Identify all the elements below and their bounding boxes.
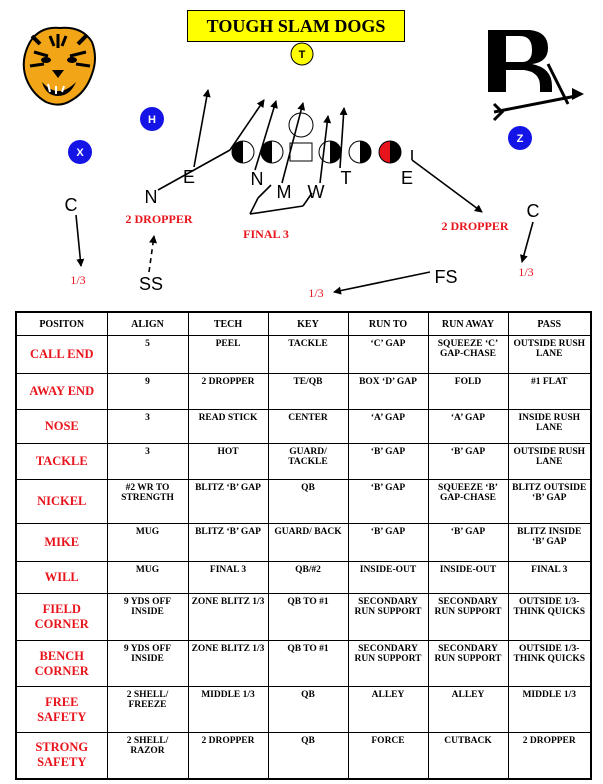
- row-pass: BLITZ OUTSIDE ‘B’ GAP: [508, 480, 591, 524]
- row-run-to: BOX ‘D’ GAP: [348, 374, 428, 410]
- row-position: FREE SAFETY: [16, 687, 107, 733]
- svg-text:H: H: [148, 114, 156, 126]
- table-row: [16, 562, 591, 594]
- defender-c-right: C: [526, 201, 540, 221]
- table-row: [16, 480, 591, 524]
- row-align: #2 WR TO STRENGTH: [107, 480, 188, 524]
- table-row: [16, 410, 591, 444]
- row-pass: OUTSIDE 1/3- THINK QUICKS: [508, 594, 591, 641]
- defender-n-mid: N: [250, 169, 264, 189]
- row-run-to: ALLEY: [348, 687, 428, 733]
- row-tech: READ STICK: [188, 410, 268, 444]
- defender-n-left: N: [144, 187, 158, 207]
- row-align: 2 SHELL/ RAZOR: [107, 733, 188, 779]
- row-key: GUARD/ TACKLE: [268, 444, 348, 480]
- row-pass: 2 DROPPER: [508, 733, 591, 779]
- header-align: ALIGN: [107, 312, 188, 336]
- row-key: QB: [268, 733, 348, 779]
- row-align: 3: [107, 444, 188, 480]
- row-run-away: SQUEEZE ‘B’ GAP-CHASE: [428, 480, 508, 524]
- row-tech: ZONE BLITZ 1/3: [188, 594, 268, 641]
- row-align: 3: [107, 410, 188, 444]
- row-run-to: INSIDE-OUT: [348, 562, 428, 594]
- row-run-to: ‘B’ GAP: [348, 524, 428, 562]
- defender-m: M: [276, 182, 292, 202]
- row-run-away: SQUEEZE ‘C’ GAP-CHASE: [428, 336, 508, 374]
- defender-ss: SS: [138, 274, 164, 294]
- row-key: QB: [268, 480, 348, 524]
- note-third-mid: 1/3: [308, 286, 324, 300]
- table-row: [16, 641, 591, 687]
- note-third-right: 1/3: [518, 265, 534, 279]
- row-position: AWAY END: [16, 374, 107, 410]
- row-tech: BLITZ ‘B’ GAP: [188, 480, 268, 524]
- defender-t: T: [340, 168, 352, 188]
- row-run-to: ‘A’ GAP: [348, 410, 428, 444]
- row-run-to: ‘B’ GAP: [348, 480, 428, 524]
- row-position: TACKLE: [16, 444, 107, 480]
- row-key: TACKLE: [268, 336, 348, 374]
- row-pass: INSIDE RUSH LANE: [508, 410, 591, 444]
- row-tech: 2 DROPPER: [188, 733, 268, 779]
- table-row: [16, 733, 591, 779]
- row-tech: BLITZ ‘B’ GAP: [188, 524, 268, 562]
- table-header-row: [16, 312, 591, 336]
- header-key: KEY: [268, 312, 348, 336]
- row-align: 5: [107, 336, 188, 374]
- z-marker: [508, 126, 532, 150]
- row-run-away: CUTBACK: [428, 733, 508, 779]
- quarterback-circle: [289, 113, 313, 137]
- row-position: BENCH CORNER: [16, 641, 107, 687]
- defender-w: W: [307, 182, 325, 202]
- row-position: MIKE: [16, 524, 107, 562]
- note-dropper-left: 2 DROPPER: [125, 212, 193, 226]
- row-position: STRONG SAFETY: [16, 733, 107, 779]
- row-pass: OUTSIDE 1/3- THINK QUICKS: [508, 641, 591, 687]
- assignment-table: [15, 311, 592, 780]
- row-key: QB/#2: [268, 562, 348, 594]
- row-tech: FINAL 3: [188, 562, 268, 594]
- header-run-away: RUN AWAY: [428, 312, 508, 336]
- row-position: CALL END: [16, 336, 107, 374]
- row-run-to: ‘B’ GAP: [348, 444, 428, 480]
- br-arrow-logo: [488, 30, 584, 120]
- svg-text:Z: Z: [516, 133, 524, 145]
- row-key: QB TO #1: [268, 641, 348, 687]
- t-marker: [291, 43, 313, 65]
- note-dropper-right: 2 DROPPER: [441, 219, 509, 233]
- header-pass: PASS: [508, 312, 591, 336]
- play-diagram: [0, 0, 603, 311]
- defender-c-left: C: [64, 195, 78, 215]
- svg-text:T: T: [298, 49, 306, 61]
- table-row: [16, 444, 591, 480]
- row-position: NICKEL: [16, 480, 107, 524]
- table-row: [16, 594, 591, 641]
- row-key: TE/QB: [268, 374, 348, 410]
- row-run-to: SECONDARY RUN SUPPORT: [348, 594, 428, 641]
- svg-text:X: X: [76, 147, 84, 159]
- defender-e-right: E: [400, 168, 414, 188]
- row-run-away: SECONDARY RUN SUPPORT: [428, 594, 508, 641]
- row-pass: #1 FLAT: [508, 374, 591, 410]
- note-third-left: 1/3: [70, 273, 86, 287]
- row-align: 2 SHELL/ FREEZE: [107, 687, 188, 733]
- table-row: [16, 524, 591, 562]
- row-run-to: ‘C’ GAP: [348, 336, 428, 374]
- row-run-away: ‘B’ GAP: [428, 524, 508, 562]
- row-pass: OUTSIDE RUSH LANE: [508, 336, 591, 374]
- row-align: 9 YDS OFF INSIDE: [107, 641, 188, 687]
- row-run-away: FOLD: [428, 374, 508, 410]
- row-key: QB: [268, 687, 348, 733]
- row-tech: PEEL: [188, 336, 268, 374]
- defender-e-left: E: [182, 167, 196, 187]
- row-tech: 2 DROPPER: [188, 374, 268, 410]
- row-position: WILL: [16, 562, 107, 594]
- row-tech: ZONE BLITZ 1/3: [188, 641, 268, 687]
- defender-fs: FS: [434, 267, 458, 287]
- row-run-away: ALLEY: [428, 687, 508, 733]
- row-align: 9: [107, 374, 188, 410]
- row-run-away: INSIDE-OUT: [428, 562, 508, 594]
- row-pass: FINAL 3: [508, 562, 591, 594]
- row-align: MUG: [107, 562, 188, 594]
- tiger-logo: [24, 28, 95, 105]
- row-position: FIELD CORNER: [16, 594, 107, 641]
- row-pass: MIDDLE 1/3: [508, 687, 591, 733]
- row-run-away: SECONDARY RUN SUPPORT: [428, 641, 508, 687]
- header-run-to: RUN TO: [348, 312, 428, 336]
- row-run-away: ‘B’ GAP: [428, 444, 508, 480]
- row-run-to: FORCE: [348, 733, 428, 779]
- row-tech: MIDDLE 1/3: [188, 687, 268, 733]
- header-tech: TECH: [188, 312, 268, 336]
- row-key: GUARD/ BACK: [268, 524, 348, 562]
- row-align: MUG: [107, 524, 188, 562]
- note-final-3: FINAL 3: [243, 227, 289, 241]
- row-key: CENTER: [268, 410, 348, 444]
- row-position: NOSE: [16, 410, 107, 444]
- table-row: [16, 687, 591, 733]
- row-run-to: SECONDARY RUN SUPPORT: [348, 641, 428, 687]
- row-tech: HOT: [188, 444, 268, 480]
- h-marker: [140, 107, 164, 131]
- table-row: [16, 374, 591, 410]
- page-title: TOUGH SLAM DOGS: [187, 10, 405, 42]
- x-marker: [68, 140, 92, 164]
- header-position: POSITON: [16, 312, 107, 336]
- row-key: QB TO #1: [268, 594, 348, 641]
- row-run-away: ‘A’ GAP: [428, 410, 508, 444]
- table-row: [16, 336, 591, 374]
- row-pass: BLITZ INSIDE ‘B’ GAP: [508, 524, 591, 562]
- row-align: 9 YDS OFF INSIDE: [107, 594, 188, 641]
- row-pass: OUTSIDE RUSH LANE: [508, 444, 591, 480]
